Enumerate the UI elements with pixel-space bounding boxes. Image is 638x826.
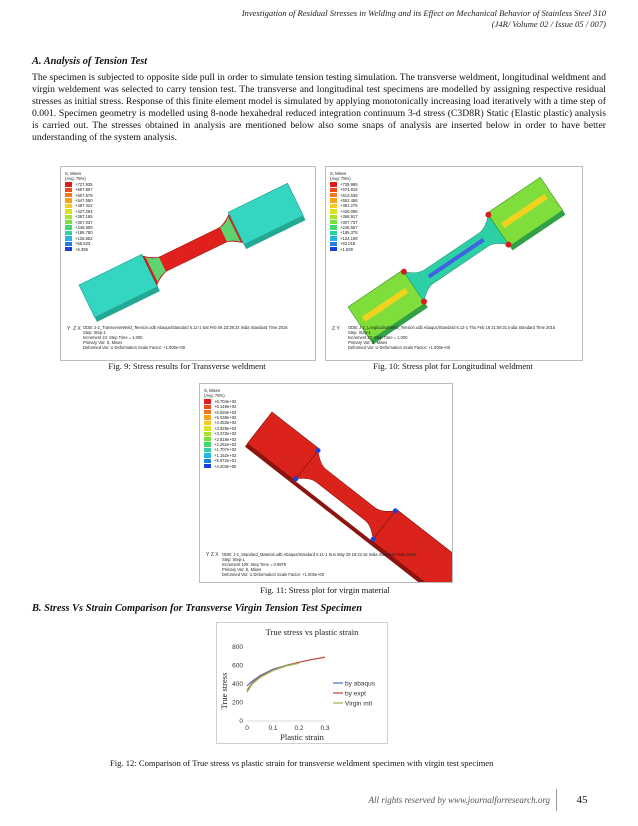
fig10-legend-value: +63.018 [340, 241, 356, 247]
fig11-legend-title: S, Mises [204, 388, 221, 393]
chart-y-tick-label: 600 [232, 662, 243, 670]
fig9-legend-value: +487.422 [75, 203, 93, 209]
fig9-info-line: Primary Var: S, Mises [83, 340, 123, 345]
fig10-legend-value: +307.737 [340, 219, 358, 225]
fig9-legend-value: +126.652 [75, 235, 93, 241]
figure-9 [60, 166, 316, 361]
chart-title: True stress vs plastic strain [265, 627, 359, 637]
figure-12-chart [216, 622, 388, 744]
fig10-legend-value: +368.917 [340, 214, 358, 220]
fig11-info-line: Primary Var: S, Mises [222, 567, 262, 572]
chart-x-tick-label: 0 [245, 725, 249, 732]
chart-x-tick-label: 0.2 [294, 725, 304, 732]
fig11-info-line: Deformed Var: U Deformation Scale Factor: +1.000e+00 [222, 572, 325, 577]
fig10-legend-value: +491.276 [340, 203, 358, 209]
fig9-legend-value: +727.935 [75, 181, 93, 187]
figure-12-caption: Fig. 12: Comparison of True stress vs plastic strain for transverse weldment specimen with virgin test specimen [110, 758, 494, 768]
fig10-legend-title: S, Mises [330, 171, 347, 176]
fig10-info-line: Step: Step-1 [348, 330, 371, 335]
fig9-legend-value: +547.550 [75, 197, 93, 203]
fig10-legend-value: +124.198 [340, 235, 358, 241]
fig10-legend-value: +735.995 [340, 181, 358, 187]
fig11-legend-value: +5.593e+02 [214, 409, 237, 415]
header-journal: (J4R/ Volume 02 / Issue 05 / 007) [491, 19, 606, 29]
fig11-info-line: Step: Step-1 [222, 557, 245, 562]
chart-x-tick-label: 0.1 [268, 725, 278, 732]
fig11-legend-value: +3.928e+02 [214, 425, 237, 431]
chart-x-tick-label: 0.3 [320, 725, 330, 732]
chart-y-tick-label: 200 [232, 699, 243, 707]
chart-y-tick-label: 800 [232, 644, 243, 651]
fig9-legend-value: +186.780 [75, 230, 93, 236]
fig9-legend-value: +667.807 [75, 187, 93, 193]
page-number: 45 [556, 789, 607, 811]
fig10-legend-value: +1.839 [340, 246, 353, 252]
fig9-info-line: Deformed Var: U Deformation Scale Factor: +1.000e+00 [83, 345, 186, 350]
fig11-legend-value: +5.972e+01 [214, 458, 237, 464]
chart-y-tick-label: 0 [239, 718, 243, 725]
section-a-title: A. Analysis of Tension Test [32, 56, 148, 67]
fig11-legend-value: +3.373e+02 [214, 431, 237, 437]
fig10-info-line: Primary Var: S, Mises [348, 340, 388, 345]
fig9-legend-value: +607.679 [75, 192, 93, 198]
chart-legend-label: Virgin mtl [345, 700, 372, 708]
figure-10-caption: Fig. 10: Stress plot for Longitudinal weldment [373, 361, 533, 371]
fig10-axis-triad: Z Y [332, 326, 340, 332]
fig11-legend-value: +2.262e+02 [214, 441, 237, 447]
fig11-info [222, 552, 416, 577]
fig11-legend-value: +5.038e+02 [214, 414, 237, 420]
header-title: Investigation of Residual Stresses in Welding and its Effect on Mechanical Behavior of Stainless Steel 310 [241, 8, 606, 18]
fig11-legend-value: +1.152e+02 [214, 452, 237, 458]
fig9-legend-avg: (Avg: 75%) [65, 176, 86, 182]
fig11-info-line: ODB: J-2_Standard_Material.odb Abaqus/Standard 6.11-1 Sun May 29 19:22:16 India Standard Time 2016 [222, 552, 416, 557]
fig10-legend-avg: (Avg: 75%) [330, 176, 351, 182]
fig11-legend-avg: (Avg: 75%) [204, 393, 225, 399]
fig10-info-line: Deformed Var: U Deformation Scale Factor: +1.000e+00 [348, 345, 451, 350]
fig11-legend-value: +1.707e+02 [214, 447, 237, 453]
fig11-legend-value: +4.203e+00 [214, 463, 237, 469]
fig11-legend-value: +4.483e+02 [214, 420, 237, 426]
fig11-legend-value: +2.818e+02 [214, 436, 237, 442]
chart-y-tick-label: 400 [232, 681, 243, 688]
chart-series-line [247, 663, 299, 692]
fig9-info [83, 325, 288, 350]
chart-x-label: Plastic strain [280, 732, 324, 742]
section-b-title: B. Stress Vs Strain Comparison for Transverse Virgin Tension Test Specimen [32, 603, 362, 614]
running-header [242, 8, 606, 30]
fig9-info-line: ODB: J-2_TransverseWeld_Tension.odb Abaqus/Standard 6.12-1 Sat Feb 06 23:39:24 India Standard Time 2016 [83, 325, 288, 330]
fig9-legend-title: S, Mises [65, 171, 82, 176]
fig10-info [348, 325, 555, 350]
figure-10 [325, 166, 583, 361]
fig9-legend-value: +66.523 [75, 241, 91, 247]
figure-9-caption: Fig. 9: Stress results for Transverse weldment [108, 361, 266, 371]
fig10-info-line: Increment 30: Step Time = 1.000 [348, 335, 408, 340]
stress-strain-chart [217, 623, 387, 743]
section-a-paragraph: The specimen is subjected to opposite side pull in order to simulate tension testing simulation. The transverse weldment, longitudinal weldment and virgin weldement was selected to carry tension test. The transverse and longitudinal test specimens are modelled by assigning respective residual stresses as initial stress. Response of this finite element model is simulated by applying monotonically increasing load iteratively with a time step of 0.001. Specimen geometry is modelled using 8-node hexahedral reduced integration continuum 3-d stress (C3D8R) Static (Elastic plastic) analysis is carried out. The stresses obtained in analysis are mentioned below also some snaps of analysis are inserted below in order to have better understanding of the system analysis. [32, 72, 606, 143]
fig9-axis-triad: Y Z X [67, 326, 81, 332]
fig9-legend-value: +246.909 [75, 224, 93, 230]
fig9-legend-value: +367.165 [75, 214, 93, 220]
figure-11 [199, 383, 453, 583]
fig11-axis-triad: Y Z X [206, 552, 219, 558]
fig11-legend-value: +6.149e+02 [214, 404, 237, 410]
chart-legend-label: by expt [345, 690, 366, 698]
fig9-legend-value: +6.395 [75, 246, 88, 252]
fig10-legend-value: +185.378 [340, 230, 358, 236]
chart-series-line [247, 657, 325, 690]
figure-11-caption: Fig. 11: Stress plot for virgin material [260, 585, 390, 595]
fig9-legend-value: +307.037 [75, 219, 93, 225]
fig9-legend-value: +427.294 [75, 208, 93, 214]
chart-legend-label: by abaqus [345, 680, 375, 688]
fig10-legend-value: +246.557 [340, 224, 358, 230]
fig11-info-line: Increment 100: Step Time = 0.9975 [222, 562, 287, 567]
fig10-legend-value: +613.636 [340, 192, 358, 198]
fig10-legend-value: +430.096 [340, 208, 358, 214]
chart-y-label: True stress [219, 672, 229, 710]
fig9-info-line: Increment 24: Step Time = 1.000 [83, 335, 143, 340]
footer-copyright: All rights reserved by www.journalforresearch.org [368, 795, 550, 805]
fig10-legend-value: +552.456 [340, 197, 358, 203]
fig10-info-line: ODB: J-2_LongitudinalWeld_Tension.odb Abaqus/Standard 6.12-1 Thu Feb 18 21:56:01 India Standard Time 2016 [348, 325, 556, 330]
fig9-info-line: Step: Step-1 [83, 330, 106, 335]
fig11-legend-value: +6.704e+02 [214, 398, 237, 404]
fig10-legend-value: +674.815 [340, 187, 358, 193]
